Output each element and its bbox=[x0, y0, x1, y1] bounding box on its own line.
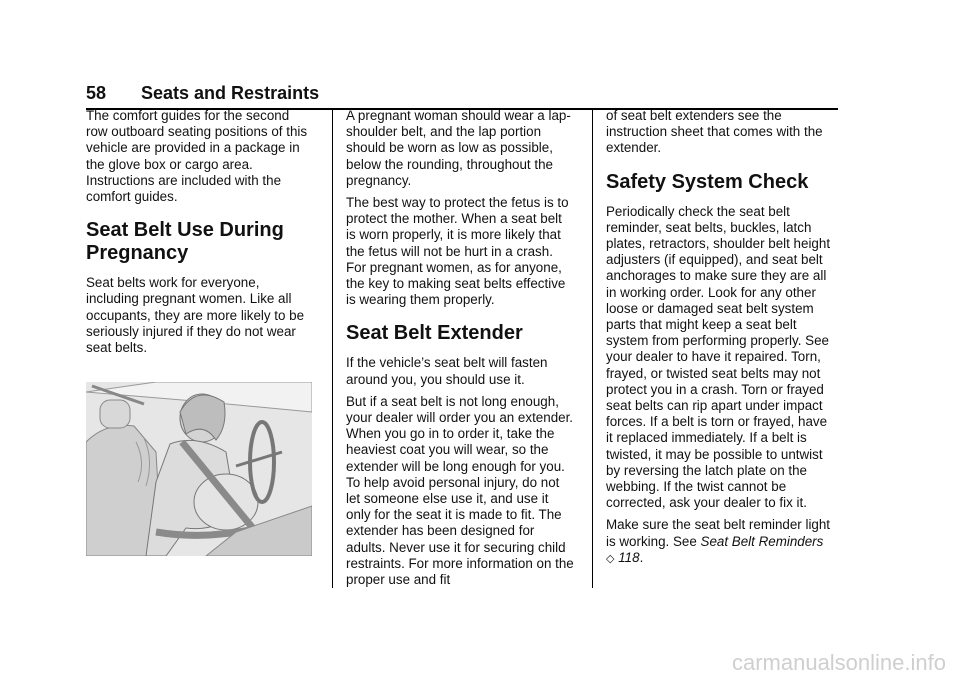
extender-use-paragraph: If the vehicle’s seat belt will fasten around you, you should use it. bbox=[346, 355, 548, 387]
column-divider bbox=[332, 108, 333, 588]
heading-seat-belt-extender: Seat Belt Extender bbox=[346, 322, 523, 345]
reminder-light-text: Make sure the seat belt reminder light is working. See bbox=[606, 517, 831, 549]
column-divider bbox=[592, 108, 593, 588]
xref-title: Seat Belt Reminders bbox=[700, 533, 824, 549]
pregnancy-paragraph: Seat belts work for everyone, including pregnant women. Like all occupants, they are more likely to be seriously injured if they do not wear seat belts. bbox=[86, 275, 305, 356]
safety-check-paragraph: Periodically check the seat belt reminder, seat belts, buckles, latch plates, retractors, shoulder belt height adjusters (if equipped), and seat belt anchorages to make sure they are all in working order. Look for any other loose or damaged seat belt system parts that might keep a seat belt system from performing properly. See your dealer to have it repaired. Torn, frayed, or twisted seat belts may not protect you in a crash. Torn or frayed seat belts can rip apart under impact forces. If a belt is torn or frayed, have it replaced immediately. If a belt is twisted, it may be possible to untwist by reversing the latch plate on the webbing. If the twist cannot be corrected, ask your dealer to fix it. bbox=[606, 203, 831, 511]
section-title: Seats and Restraints bbox=[141, 83, 320, 103]
extender-continued-paragraph: of seat belt extenders see the instruction sheet that comes with the extender. bbox=[606, 108, 823, 156]
pregnant-woman-seat-belt-illustration bbox=[86, 382, 312, 556]
heading-safety-system-check: Safety System Check bbox=[606, 170, 809, 193]
xref-period: . bbox=[639, 549, 644, 565]
pregnancy-belt-paragraph: A pregnant woman should wear a lap-shoulder belt, and the lap portion should be worn as low as possible, below the rounding, throughout the pregnancy. bbox=[346, 108, 571, 188]
extender-order-paragraph: But if a seat belt is not long enough, your dealer will order you an extender. When you go in to order it, take the heaviest coat you will wear, so the extender will be long enough for you. To help avoid personal injury, do not let someone else use it, and use it only for the seat it is made to fit. The extender has been designed for adults. Never use it for securing child restraints. For more information on the proper use and fit bbox=[346, 393, 574, 588]
watermark: carmanualsonline.info bbox=[731, 650, 946, 675]
column-2 bbox=[346, 108, 574, 594]
protect-fetus-paragraph: The best way to protect the fetus is to protect the mother. When a seat belt is worn properly, it is more likely that the fetus will not be hurt in a crash. For pregnant women, as for anyone, the key to making seat belts effective is wearing them properly. bbox=[346, 195, 569, 308]
column-3 bbox=[606, 108, 834, 573]
page-header bbox=[86, 82, 838, 110]
page-ref-icon: ◇ bbox=[606, 552, 615, 565]
reminder-light-paragraph bbox=[606, 517, 834, 567]
column-1 bbox=[86, 108, 314, 556]
heading-pregnancy: Seat Belt Use During Pregnancy bbox=[86, 219, 284, 265]
xref-page: 118 bbox=[618, 549, 640, 565]
comfort-guides-paragraph: The comfort guides for the second row outboard seating positions of this vehicle are provided in a package in the glove box or cargo area. Instructions are included with the comfort guides. bbox=[86, 108, 308, 205]
page-number: 58 bbox=[86, 83, 107, 103]
